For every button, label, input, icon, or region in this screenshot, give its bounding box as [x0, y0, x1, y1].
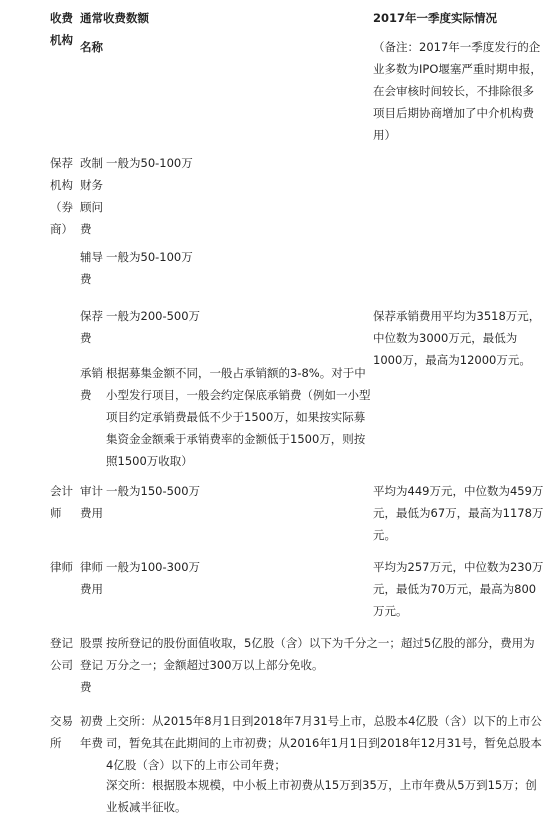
header-note: （备注：2017年一季度发行的企业多数为IPO堰塞严重时期申报，在会审核时间较长，不排除很多项目后期协商增加了中介机构费用） — [373, 40, 542, 142]
registry-fee-name: 股票登记费 — [80, 636, 103, 694]
header-org: 收费机构 — [50, 11, 73, 47]
exchange-szse-text: 深交所：根据股本规模，中小板上市初费从15万到35万，上市年费从5万到15万；创业板减半征收。 — [106, 778, 537, 814]
accountant-org: 会计师 — [50, 484, 73, 520]
sponsor-row-amount: 根据募集金额不同，一般占承销额的3-8%。对于中小型发行项目，一般会约定保底承销费（例如一小型项目约定承销费最低不少于1500万，如果按实际募集资金金额乘于承销费率的金额低于1500万，则按照1500万收取） — [106, 366, 371, 468]
sponsor-row-amount: 一般为50-100万 — [106, 156, 193, 170]
header-name: 名称 — [80, 40, 103, 54]
lawyer-org: 律师 — [50, 560, 73, 574]
exchange-sse-text: 上交所：从2015年8月1日到2018年7月31号上市，总股本4亿股（含）以下的上市公司，暂免其在此期间的上市初费；从2016年1月1日到2018年12月31号，暂免总股本4亿股（含）以下的上市公司年费； — [106, 714, 542, 772]
registry-org: 登记公司 — [50, 636, 73, 672]
accountant-fee-amount: 一般为150-500万 — [106, 484, 201, 498]
accountant-fee-name: 审计费用 — [80, 484, 103, 520]
exchange-org: 交易所 — [50, 714, 73, 750]
header-actual: 2017年一季度实际情况 — [373, 11, 498, 25]
sponsor-row-actual: 保荐承销费用平均为3518万元，中位数为3000万元，最低为1000万，最高为12000万元。 — [373, 309, 541, 367]
header-amount: 通常收费数额 — [80, 11, 149, 25]
sponsor-row-amount: 一般为200-500万 — [106, 309, 201, 323]
registry-fee-amount: 按所登记的股份面值收取，5亿股（含）以下为千分之一；超过5亿股的部分，费用为万分之一；金额超过300万以上部分免收。 — [106, 636, 535, 672]
accountant-fee-actual: 平均为449万元，中位数为459万元，最低为67万，最高为1178万元。 — [373, 484, 544, 542]
sponsor-row-name: 承销费 — [80, 366, 103, 402]
lawyer-fee-name: 律师费用 — [80, 560, 103, 596]
lawyer-fee-amount: 一般为100-300万 — [106, 560, 201, 574]
sponsor-row-name: 辅导费 — [80, 250, 103, 286]
exchange-fee-name: 初费年费 — [80, 714, 103, 750]
lawyer-fee-actual: 平均为257万元，中位数为230万元，最低为70万元，最高为800万元。 — [373, 560, 544, 618]
sponsor-row-name: 改制财务顾问费 — [80, 156, 103, 236]
sponsor-row-name: 保荐费 — [80, 309, 103, 345]
sponsor-org: 保荐机构（券商） — [50, 156, 73, 236]
sponsor-row-amount: 一般为50-100万 — [106, 250, 193, 264]
